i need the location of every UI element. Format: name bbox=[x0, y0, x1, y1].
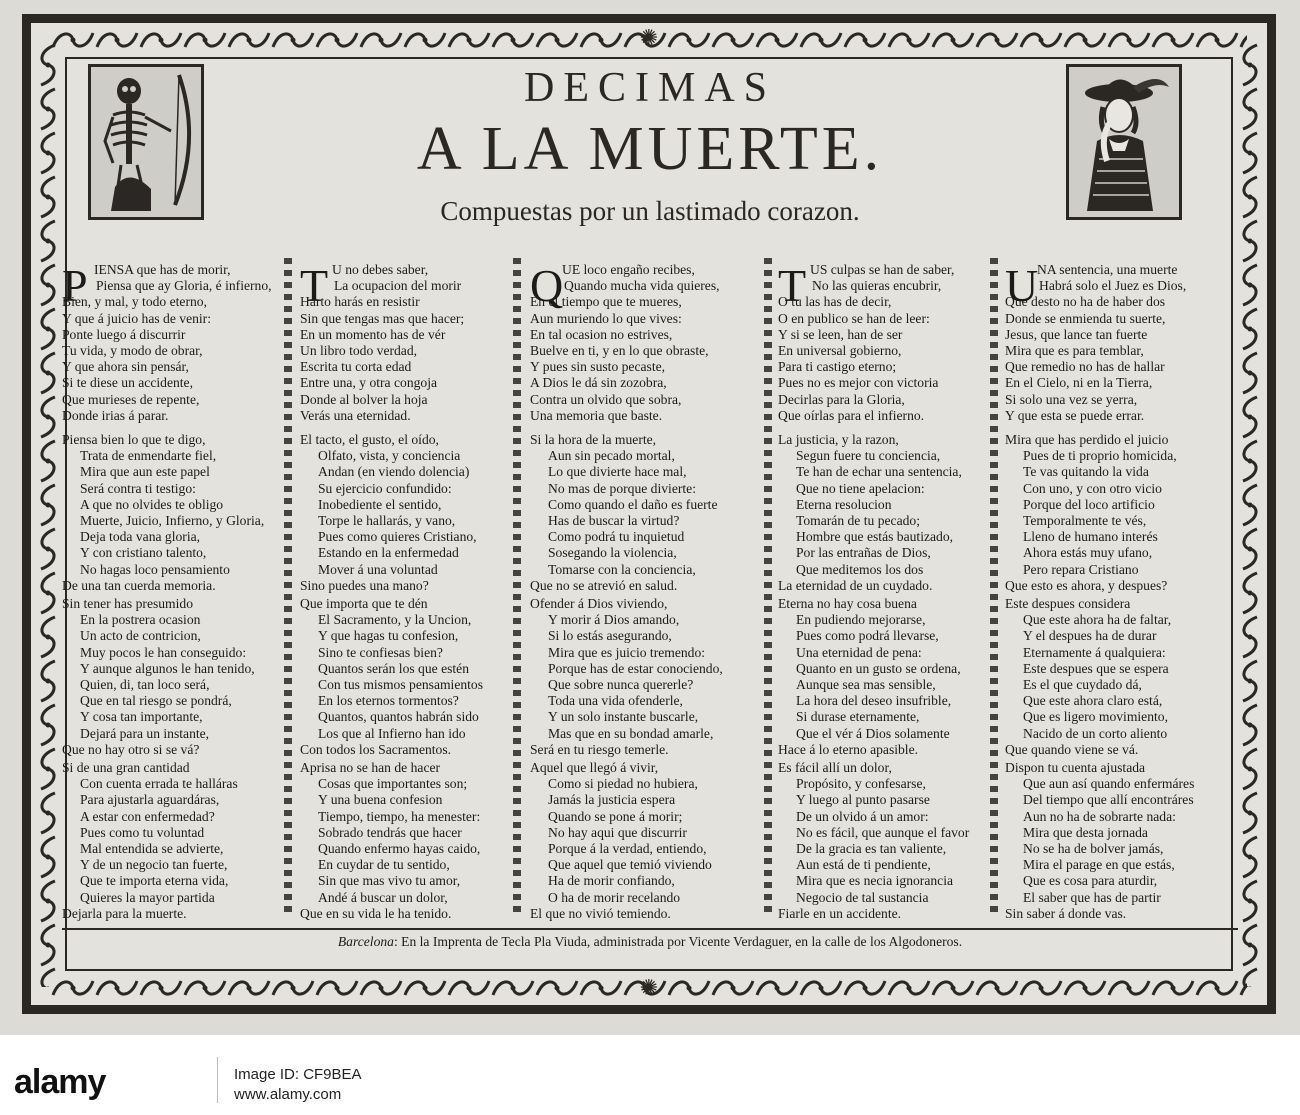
verse-line: Y que ahora sin pensár, bbox=[62, 359, 189, 375]
verse-line: Que este ahora claro está, bbox=[1023, 693, 1163, 709]
verse-line: El que no vivió temiendo. bbox=[530, 905, 671, 921]
verse-line: Y pues sin susto pecaste, bbox=[530, 359, 666, 375]
verse-line: De un olvido á un amor: bbox=[796, 808, 929, 824]
subtitle: Compuestas por un lastimado corazon. bbox=[440, 196, 860, 226]
verse-line: Temporalmente te vés, bbox=[1023, 513, 1147, 528]
verse-line: Mira que es necia ignorancia bbox=[796, 873, 954, 889]
verse-line: Eternamente á qualquiera: bbox=[1023, 644, 1166, 660]
verse-line: No las quieras encubrir, bbox=[812, 278, 942, 294]
verse-line: Una memoria que baste. bbox=[530, 407, 663, 423]
verse-line: Lleno de humano interés bbox=[1023, 529, 1158, 545]
verse-line: Hace á lo eterno apasible. bbox=[778, 741, 919, 757]
verse-line: Y que esta se puede errar. bbox=[1005, 407, 1145, 423]
verse-line: Toda una vida ofenderle, bbox=[548, 693, 683, 709]
drop-cap: Q bbox=[530, 260, 564, 311]
verse-line: Será en tu riesgo temerle. bbox=[530, 741, 669, 757]
verse-line: Andé á buscar un dolor, bbox=[318, 889, 448, 905]
verse-line: Que remedio no has de hallar bbox=[1005, 359, 1165, 375]
verse-line: En el tiempo que te mueres, bbox=[530, 294, 682, 310]
verse-line: Te han de echar una sentencia, bbox=[796, 464, 962, 480]
drop-cap: P bbox=[62, 260, 88, 311]
image-id: Image ID: CF9BEA bbox=[234, 1066, 362, 1083]
verse-line: Aun muriendo lo que vives: bbox=[530, 310, 682, 326]
verse-line: Si te diese un accidente, bbox=[62, 375, 193, 391]
verse-line: Que no hay otro si se vá? bbox=[62, 741, 200, 757]
colophon-text: : En la Imprenta de Tecla Pla Viuda, administrada por Vicente Verdaguer, en la calle de los Algodoneros. bbox=[393, 934, 963, 949]
verse-line: Tu vida, y modo de obrar, bbox=[62, 343, 203, 358]
verse-line: Andan (en viendo dolencia) bbox=[318, 464, 470, 480]
verse-line: Que en su vida le ha tenido. bbox=[300, 905, 452, 921]
verse-line: Aquel que llegó á vivir, bbox=[530, 760, 659, 775]
verse-line: Que este ahora ha de faltar, bbox=[1023, 612, 1172, 628]
verse-line: Que el vér á Dios solamente bbox=[796, 725, 950, 741]
verse-line: A que no olvides te obligo bbox=[80, 496, 224, 512]
alamy-logo: alamy bbox=[14, 1063, 106, 1101]
watermark-divider bbox=[217, 1057, 218, 1103]
verse-line: En la postrera ocasion bbox=[80, 612, 201, 628]
verse-line: Sino puedes una mano? bbox=[300, 577, 429, 593]
verse-line: U no debes saber, bbox=[332, 262, 429, 277]
verse-line: Has de buscar la virtud? bbox=[548, 513, 680, 528]
verse-line: Si la hora de la muerte, bbox=[530, 432, 657, 447]
verse-line: Aun no ha de sobrarte nada: bbox=[1023, 808, 1176, 824]
verse-line: Sin que mas vivo tu amor, bbox=[318, 873, 461, 889]
verse-line: Es el que cuydado dá, bbox=[1023, 677, 1142, 692]
verse-line: Donde se enmienda tu suerte, bbox=[1005, 310, 1166, 326]
verse-line: Por las entrañas de Dios, bbox=[796, 545, 931, 561]
verse-line: En tal ocasion no estrives, bbox=[530, 326, 673, 342]
rosette-ornament-icon: ✺ bbox=[639, 26, 659, 51]
verse-line: Que aquel que temió viviendo bbox=[548, 857, 712, 873]
verse-line: Como si piedad no hubiera, bbox=[548, 776, 698, 792]
verse-line: Y que á juicio has de venir: bbox=[62, 310, 211, 326]
verse-line: A estar con enfermedad? bbox=[80, 808, 215, 824]
verse-line: Mal entendida se advierte, bbox=[80, 841, 224, 856]
verse-line: El Sacramento, y la Uncion, bbox=[318, 612, 472, 628]
verse-line: Para ajustarla aguardáras, bbox=[80, 792, 220, 808]
verse-line: Piensa que ay Gloria, é infierno, bbox=[96, 278, 272, 294]
verse-line: La eternidad de un cuydado. bbox=[778, 577, 933, 593]
verse-line: Estando en la enfermedad bbox=[318, 545, 459, 561]
verse-line: Propósito, y confesarse, bbox=[796, 776, 926, 792]
verse-line: Y luego al punto pasarse bbox=[796, 792, 930, 808]
verse-line: Si solo una vez se yerra, bbox=[1005, 391, 1138, 407]
verse-line: Que te importa eterna vida, bbox=[80, 873, 229, 889]
verse-line: Que es ligero movimiento, bbox=[1023, 709, 1168, 725]
verse-line: Piensa bien lo que te digo, bbox=[62, 432, 206, 447]
verse-line: Que aun así quando enfermáres bbox=[1023, 776, 1195, 792]
verse-line: La hora del deseo insufrible, bbox=[796, 693, 952, 709]
drop-cap: T bbox=[778, 260, 807, 311]
verse-line: O tu las has de decir, bbox=[778, 294, 892, 310]
verse-line: Y un solo instante buscarle, bbox=[548, 709, 699, 725]
verse-line: De una tan cuerda memoria. bbox=[62, 577, 216, 593]
verse-line: Pues como podrá llevarse, bbox=[796, 628, 939, 644]
verse-line: No se ha de bolver jamás, bbox=[1023, 841, 1164, 856]
verse-line: Y el despues ha de durar bbox=[1023, 628, 1157, 644]
verse-line: Que no se atrevió en salud. bbox=[530, 577, 678, 593]
verse-line: Buelve en ti, y en lo que obraste, bbox=[530, 343, 709, 358]
verse-line: A Dios le dá sin zozobra, bbox=[530, 375, 667, 391]
column-separator bbox=[284, 258, 292, 918]
verse-line: Jesus, que lance tan fuerte bbox=[1005, 326, 1148, 342]
verse-line: Quantos serán los que estén bbox=[318, 660, 470, 676]
verse-line: Mira que aun este papel bbox=[80, 464, 210, 480]
verse-line: Sino te confiesas bien? bbox=[318, 644, 443, 660]
verse-line: UE loco engaño recibes, bbox=[562, 262, 695, 277]
verse-line: Aprisa no se han de hacer bbox=[300, 760, 441, 775]
verse-line: Este despues que se espera bbox=[1023, 660, 1169, 676]
verse-line: Trata de enmendarte fiel, bbox=[80, 448, 217, 464]
verse-line: Torpe le hallarás, y vano, bbox=[318, 513, 456, 528]
verse-line: Jamás la justicia espera bbox=[548, 792, 676, 808]
verse-line: No hagas loco pensamiento bbox=[80, 561, 230, 577]
verse-line: No es fácil, que aunque el favor bbox=[796, 824, 970, 840]
verse-line: Tiempo, tiempo, ha menester: bbox=[318, 808, 481, 824]
verse-line: Mas que en su bondad amarle, bbox=[548, 725, 714, 741]
watermark-url: www.alamy.com bbox=[234, 1086, 342, 1103]
verse-line: Pues de ti proprio homicida, bbox=[1023, 448, 1177, 464]
verse-line: Y que hagas tu confesion, bbox=[318, 628, 459, 644]
verse-line: Con tus mismos pensamientos bbox=[318, 677, 484, 692]
colophon bbox=[0, 934, 1300, 950]
verse-line: Una eternidad de pena: bbox=[796, 644, 922, 660]
watermark-strip bbox=[0, 1035, 1300, 1115]
verse-line: Quando mucha vida quieres, bbox=[564, 278, 720, 294]
verse-line: Como podrá tu inquietud bbox=[548, 529, 685, 545]
verse-line: Te vas quitando la vida bbox=[1023, 464, 1149, 480]
verse-line: Sin que tengas mas que hacer; bbox=[300, 310, 465, 326]
verse-line: Con cuenta errada te halláras bbox=[80, 776, 238, 792]
verse-line: Es fácil allí un dolor, bbox=[778, 760, 892, 775]
verse-line: Tomarse con la conciencia, bbox=[548, 561, 696, 577]
verse-line: Olfato, vista, y conciencia bbox=[318, 448, 461, 464]
verse-line: El saber que has de partir bbox=[1023, 889, 1161, 905]
verse-line: Decirlas para la Gloria, bbox=[778, 391, 905, 407]
verse-line: Y si se leen, han de ser bbox=[778, 326, 903, 342]
verse-line: Y aunque algunos le han tenido, bbox=[80, 660, 255, 676]
verse-line: Para ti castigo eterno; bbox=[778, 359, 897, 375]
verse-line: Negocio de tal sustancia bbox=[796, 889, 929, 905]
verse-line: Ahora estás muy ufano, bbox=[1023, 545, 1153, 561]
verse-line: Aun está de ti pendiente, bbox=[796, 857, 931, 873]
verse-line: Donde irias á parar. bbox=[62, 407, 169, 423]
verse-line: Pues como tu voluntad bbox=[80, 824, 205, 840]
verse-line: Quando se ponе á morir; bbox=[548, 808, 683, 824]
verse-line: Pues no es mejor con victoria bbox=[778, 375, 939, 391]
verse-line: De la gracia es tan valiente, bbox=[796, 841, 947, 856]
verse-line: Quieres la mayor partida bbox=[80, 889, 215, 905]
verse-line: Inobediente el sentido, bbox=[318, 496, 442, 512]
verse-line: Harto harás en resistir bbox=[300, 294, 420, 310]
verse-line: Aun sin pecado mortal, bbox=[548, 448, 675, 464]
verse-line: Que importa que te dén bbox=[300, 596, 428, 611]
verse-line: Escrita tu corta edad bbox=[300, 359, 412, 375]
verse-line: Quando enfermo hayas caido, bbox=[318, 841, 481, 856]
verse-line: Que desto no ha de haber dos bbox=[1005, 294, 1166, 310]
verse-line: Y cosa tan importante, bbox=[80, 709, 203, 725]
verse-line: Con uno, y con otro vicio bbox=[1023, 480, 1162, 496]
verse-line: Con todos los Sacramentos. bbox=[300, 741, 452, 757]
verse-line: Mover á una voluntad bbox=[318, 561, 438, 577]
verse-line: Cosas que importantes son; bbox=[318, 776, 468, 792]
colophon-rule bbox=[62, 928, 1238, 930]
verse-line: La justicia, y la razon, bbox=[778, 432, 899, 447]
verse-line: Dejará para un instante, bbox=[80, 725, 210, 741]
verse-line: Sobrado tendrás que hacer bbox=[318, 824, 462, 840]
verse-line: Que sobre nunca quererle? bbox=[548, 677, 694, 692]
column-separator bbox=[513, 258, 521, 918]
verse-line: Y con cristiano talento, bbox=[80, 545, 207, 561]
verse-line: Y morir á Dios amando, bbox=[548, 612, 680, 628]
verse-line: En un momento has de vér bbox=[300, 326, 446, 342]
verse-line: Los que al Infierno han ido bbox=[318, 725, 466, 741]
verse-line: Bien, y mal, y todo eterno, bbox=[62, 294, 207, 310]
verse-line: Del tiempo que allí encontráres bbox=[1023, 792, 1194, 808]
verse-line: Ofender á Dios viviendo, bbox=[530, 596, 668, 611]
verse-line: Muerte, Juicio, Infierno, y Gloria, bbox=[80, 513, 265, 528]
verse-line: El tacto, el gusto, el oído, bbox=[300, 432, 439, 447]
verse-line: Habrá solo el Juez es Dios, bbox=[1039, 278, 1187, 294]
verse-line: Que quando viene se vá. bbox=[1005, 741, 1139, 757]
verse-line: Mira el parage en que estás, bbox=[1023, 857, 1175, 873]
verse-line: Dispon tu cuenta ajustada bbox=[1005, 760, 1146, 775]
verse-line: Hombre que estás bautizado, bbox=[796, 529, 954, 545]
verse-line: No mas de porque divierte: bbox=[548, 480, 696, 496]
verse-line: O en publico se han de leer: bbox=[778, 310, 930, 326]
drop-cap: T bbox=[300, 260, 329, 311]
verse-line: En el Cielo, ni en la Tierra, bbox=[1005, 375, 1153, 391]
verse-line: Lo que divierte hace mal, bbox=[548, 464, 687, 480]
verse-line: O ha de morir recelando bbox=[548, 889, 681, 905]
verse-line: Un libro todo verdad, bbox=[300, 343, 418, 358]
verse-line: Dejarla para la muerte. bbox=[62, 905, 187, 921]
verse-line: Su ejercicio confundido: bbox=[318, 480, 452, 496]
verse-line: Verás una eternidad. bbox=[300, 407, 411, 423]
verse-line: Ponte luego á discurrir bbox=[62, 326, 186, 342]
drop-cap: U bbox=[1005, 260, 1039, 311]
verse-line: Y una buena confesion bbox=[318, 792, 443, 808]
verse-line: No hay aqui que discurrir bbox=[548, 824, 687, 840]
verse-line: Quantos, quantos habrán sido bbox=[318, 709, 479, 725]
verse-line: US culpas se han de saber, bbox=[810, 262, 955, 277]
verse-line: Quanto en un gusto se ordena, bbox=[796, 660, 961, 676]
verse-line: Entre una, y otra congoja bbox=[300, 375, 438, 391]
verse-line: Deja toda vana gloria, bbox=[80, 529, 201, 545]
column-separator bbox=[990, 258, 998, 918]
verse-line: Muy pocos le han conseguido: bbox=[80, 644, 247, 660]
verse-line: IENSA que has de morir, bbox=[94, 262, 231, 277]
verse-line: Que es cosa para aturdir, bbox=[1023, 873, 1158, 889]
verse-line: Segun fuere tu conciencia, bbox=[796, 448, 941, 464]
verse-line: Fiarle en un accidente. bbox=[778, 905, 902, 921]
verse-line: Sin tener has presumido bbox=[62, 596, 194, 611]
verse-line: En universal gobierno, bbox=[778, 343, 902, 358]
title-decimas: DECIMAS bbox=[523, 65, 777, 111]
title-a-la-muerte: A LA MUERTE. bbox=[416, 115, 884, 183]
verse-line: Un acto de contricion, bbox=[80, 628, 201, 644]
verse-line: Que no tiene apelacion: bbox=[796, 480, 925, 496]
column-separator bbox=[764, 258, 772, 918]
verse-line: Pues como quieres Cristiano, bbox=[318, 529, 477, 545]
verse-line: Que en tal riesgo se pondrá, bbox=[80, 693, 232, 709]
verse-line: Si de una gran cantidad bbox=[62, 760, 190, 775]
verse-line: Mira que has perdido el juicio bbox=[1005, 432, 1169, 447]
colophon-city: Barcelona bbox=[337, 934, 394, 949]
verse-line: Ha de morir confiando, bbox=[548, 873, 675, 889]
verse-line: Eterna resolucion bbox=[796, 496, 892, 512]
verse-line: Porque á la verdad, entiendo, bbox=[548, 841, 707, 856]
verse-line: Si durase eternamente, bbox=[796, 709, 920, 725]
verse-line: Quien, di, tan loco será, bbox=[80, 677, 210, 692]
verse-line: Si lo estás asegurando, bbox=[548, 628, 672, 644]
verse-line: Que oírlas para el infierno. bbox=[778, 407, 925, 423]
verse-line: Sosegando la violencia, bbox=[548, 545, 677, 561]
verse-line: Pero repara Cristiano bbox=[1023, 561, 1139, 577]
verse-line: Será contra ti testigo: bbox=[80, 480, 196, 496]
verse-line: Mira que desta jornada bbox=[1023, 824, 1148, 840]
verse-line: NA sentencia, una muerte bbox=[1037, 262, 1178, 277]
verse-line: Mira que es juicio tremendo: bbox=[548, 644, 706, 660]
verse-line: Donde al bolver la hoja bbox=[300, 391, 428, 407]
verse-line: Mira que es para temblar, bbox=[1005, 343, 1144, 358]
verse-line: Tomarán de tu pecado; bbox=[796, 513, 920, 528]
verse-line: Y de un negocio tan fuerte, bbox=[80, 857, 228, 873]
verse-line: Sin saber á donde vas. bbox=[1005, 905, 1127, 921]
verse-line: En cuydar de tu sentido, bbox=[318, 857, 450, 873]
verse-line: Nacido de un corto aliento bbox=[1023, 725, 1168, 741]
rosette-ornament-icon: ✺ bbox=[639, 976, 659, 1001]
verse-line: Aunque sea mas sensible, bbox=[796, 677, 936, 692]
verse-line: Que murieses de repente, bbox=[62, 391, 200, 407]
verse-line: Que meditemos los dos bbox=[796, 561, 924, 577]
verse-line: La ocupacion del morir bbox=[334, 278, 462, 294]
verse-line: Contra un olvido que sobra, bbox=[530, 391, 682, 407]
verse-line: Como quando el daño es fuerte bbox=[548, 496, 718, 512]
verse-line: Porque del loco artificio bbox=[1023, 496, 1155, 512]
verse-line: En pudiendo mejorarse, bbox=[796, 612, 926, 628]
verse-line: En los eternos tormentos? bbox=[318, 693, 459, 709]
verse-line: Porque has de estar conociendo, bbox=[548, 660, 723, 676]
verse-line: Eterna no hay cosa buena bbox=[778, 596, 917, 611]
verse-line: Que esto es ahora, y despues? bbox=[1005, 577, 1168, 593]
verse-line: Este despues considera bbox=[1005, 596, 1131, 611]
